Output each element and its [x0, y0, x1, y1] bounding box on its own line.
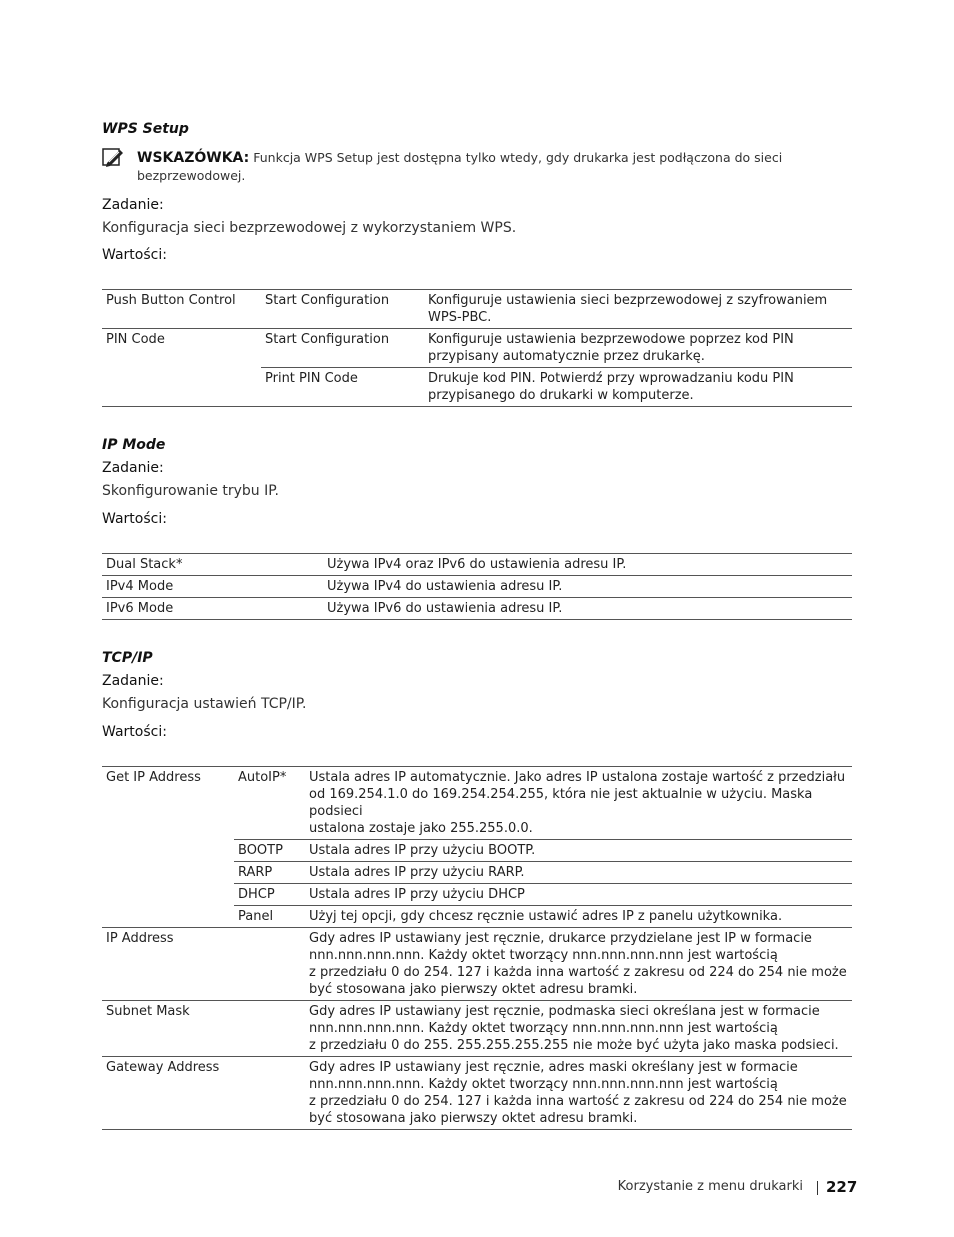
- table-cell: IPv6 Mode: [102, 598, 323, 620]
- table-row: [102, 329, 852, 368]
- table-row: [102, 554, 852, 576]
- table-cell: Użyj tej opcji, gdy chcesz ręcznie ustawić adres IP z panelu użytkownika.: [305, 906, 852, 928]
- table-cell: Używa IPv6 do ustawienia adresu IP.: [323, 598, 852, 620]
- footer-chapter: Korzystanie z menu drukarki: [617, 1179, 803, 1194]
- tcpip-task-label: Zadanie:: [102, 673, 164, 689]
- table-cell: Konfiguruje ustawienia bezprzewodowe poprzez kod PIN przypisany automatycznie przez drukarkę.: [424, 329, 852, 368]
- table-row: [102, 862, 852, 884]
- table-cell: Start Configuration: [261, 329, 424, 368]
- table-cell: Używa IPv4 do ustawienia adresu IP.: [323, 576, 852, 598]
- wps-values-label: Wartości:: [102, 247, 167, 263]
- table-cell: Gdy adres IP ustawiany jest ręcznie, drukarce przydzielane jest IP w formacie nnn.nnn.nnn.nnn. Każdy oktet tworzący nnn.nnn.nnn.nnn jest wartością z przedziału 0 do 254. 127 i każda inna wartość z zakresu od 224 do 254 nie może być stosowana jako pierwszy oktet adresu bramki.: [305, 928, 852, 1001]
- table-cell: Subnet Mask: [102, 1001, 234, 1057]
- table-cell: Start Configuration: [261, 290, 424, 329]
- table-cell: [102, 840, 234, 862]
- table-cell: [234, 1057, 305, 1130]
- table-cell: [234, 928, 305, 1001]
- ipmode-values-table: [102, 553, 852, 620]
- table-cell: DHCP: [234, 884, 305, 906]
- table-cell: Gdy adres IP ustawiany jest ręcznie, adres maski określany jest w formacie nnn.nnn.nnn.nnn. Każdy oktet tworzący nnn.nnn.nnn.nnn jest wartością z przedziału 0 do 254. 127 i każda inna wartość z zakresu od 224 do 254 nie może być stosowana jako pierwszy oktet adresu bramki.: [305, 1057, 852, 1130]
- page-number: 227: [826, 1178, 858, 1196]
- note-body-line1: Funkcja WPS Setup jest dostępna tylko wtedy, gdy drukarka jest podłączona do sieci: [253, 150, 783, 165]
- ipmode-task-text: Skonfigurowanie trybu IP.: [102, 483, 279, 499]
- table-row: [102, 928, 852, 1001]
- table-cell: [102, 906, 234, 928]
- ip-mode-heading: IP Mode: [102, 437, 166, 453]
- wps-values-table: [102, 289, 852, 407]
- table-cell: [102, 368, 261, 407]
- table-row: [102, 1057, 852, 1130]
- table-row: [102, 767, 852, 840]
- table-cell: RARP: [234, 862, 305, 884]
- table-cell: Print PIN Code: [261, 368, 424, 407]
- table-cell: Dual Stack*: [102, 554, 323, 576]
- wps-task-label: Zadanie:: [102, 197, 164, 213]
- table-row: [102, 290, 852, 329]
- note-text: [137, 149, 837, 184]
- table-cell: Ustala adres IP przy użyciu RARP.: [305, 862, 852, 884]
- table-cell: Ustala adres IP przy użyciu DHCP: [305, 884, 852, 906]
- table-cell: Get IP Address: [102, 767, 234, 840]
- table-row: [102, 884, 852, 906]
- pencil-note-icon: [102, 146, 124, 168]
- table-cell: PIN Code: [102, 329, 261, 368]
- note-body-line2: bezprzewodowej.: [137, 168, 246, 183]
- table-cell: Drukuje kod PIN. Potwierdź przy wprowadzaniu kodu PIN przypisanego do drukarki w komputerze.: [424, 368, 852, 407]
- ipmode-values-label: Wartości:: [102, 511, 167, 527]
- table-row: [102, 1001, 852, 1057]
- wps-task-text: Konfiguracja sieci bezprzewodowej z wykorzystaniem WPS.: [102, 220, 517, 236]
- table-cell: BOOTP: [234, 840, 305, 862]
- table-row: [102, 576, 852, 598]
- table-cell: Ustala adres IP automatycznie. Jako adres IP ustalona zostaje wartość z przedziału od 169.254.1.0 do 169.254.254.255, która nie jest aktualnie w użyciu. Maska podsieci ustalona zostaje jako 255.255.0.0.: [305, 767, 852, 840]
- table-cell: Używa IPv4 oraz IPv6 do ustawienia adresu IP.: [323, 554, 852, 576]
- table-cell: [102, 862, 234, 884]
- table-cell: Ustala adres IP przy użyciu BOOTP.: [305, 840, 852, 862]
- table-cell: [102, 884, 234, 906]
- table-cell: IPv4 Mode: [102, 576, 323, 598]
- table-row: [102, 906, 852, 928]
- table-cell: IP Address: [102, 928, 234, 1001]
- tcpip-heading: TCP/IP: [102, 650, 153, 666]
- table-cell: [234, 1001, 305, 1057]
- table-cell: Push Button Control: [102, 290, 261, 329]
- ipmode-task-label: Zadanie:: [102, 460, 164, 476]
- table-cell: Gateway Address: [102, 1057, 234, 1130]
- table-cell: AutoIP*: [234, 767, 305, 840]
- table-row: [102, 840, 852, 862]
- table-cell: Panel: [234, 906, 305, 928]
- tcpip-values-table: [102, 766, 852, 1130]
- table-cell: Konfiguruje ustawienia sieci bezprzewodowej z szyfrowaniem WPS-PBC.: [424, 290, 852, 329]
- note-label: WSKAZÓWKA:: [137, 150, 250, 166]
- table-row: [102, 598, 852, 620]
- tcpip-values-label: Wartości:: [102, 724, 167, 740]
- table-cell: Gdy adres IP ustawiany jest ręcznie, podmaska sieci określana jest w formacie nnn.nnn.nnn.nnn. Każdy oktet tworzący nnn.nnn.nnn.nnn jest wartością z przedziału 0 do 255. 255.255.255.255 nie może być użyta jako maska podsieci.: [305, 1001, 852, 1057]
- wps-setup-heading: WPS Setup: [102, 121, 189, 137]
- table-row: [102, 368, 852, 407]
- tcpip-task-text: Konfiguracja ustawień TCP/IP.: [102, 696, 307, 712]
- footer-divider: [817, 1181, 818, 1195]
